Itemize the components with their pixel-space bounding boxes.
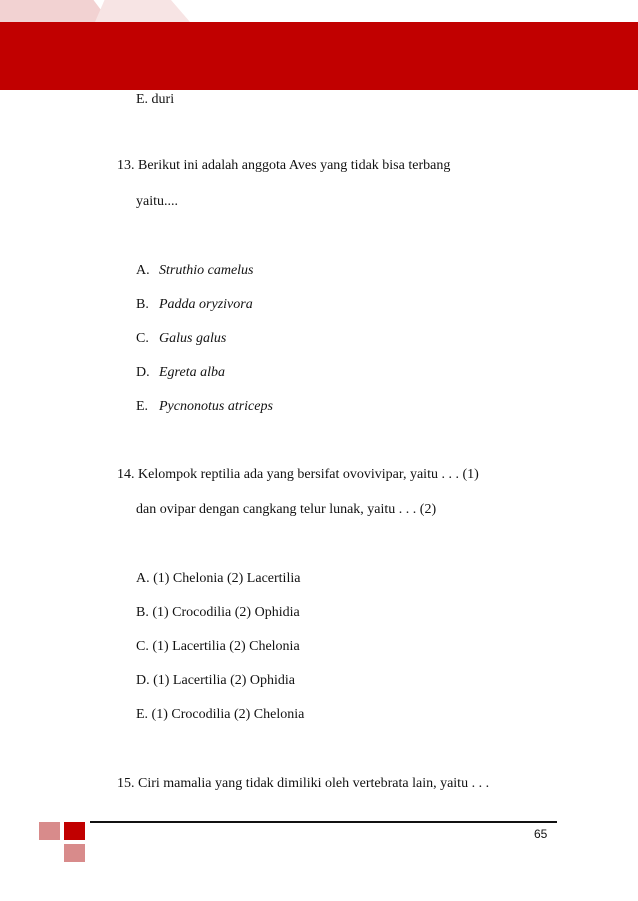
question-13 <box>117 157 450 175</box>
question-text: Ciri mamalia yang tidak dimiliki oleh vertebrata lain, yaitu . . . <box>138 776 490 791</box>
footer-square-red <box>64 822 85 840</box>
footer-square-light-lower <box>64 844 85 862</box>
option-c: C. Galus galus <box>136 331 227 346</box>
footer-square-light <box>39 822 60 840</box>
option-e: E. (1) Crocodilia (2) Chelonia <box>136 707 305 722</box>
option-d: D. (1) Lacertilia (2) Ophidia <box>136 673 295 688</box>
question-text-continued: yaitu.... <box>136 194 178 209</box>
question-text: Kelompok reptilia ada yang bersifat ovovivipar, yaitu . . . (1) <box>138 467 479 482</box>
previous-option: E. duri <box>136 92 175 107</box>
question-number: 14. <box>117 467 135 482</box>
option-a: A. Struthio camelus <box>136 263 254 278</box>
option-b: B. (1) Crocodilia (2) Ophidia <box>136 605 300 620</box>
page-number: 65 <box>534 827 548 841</box>
question-text: Berikut ini adalah anggota Aves yang tidak bisa terbang <box>138 158 451 173</box>
footer-rule <box>90 821 557 823</box>
option-c: C. (1) Lacertilia (2) Chelonia <box>136 639 300 654</box>
header-tab-light <box>0 0 110 22</box>
question-number: 15. <box>117 776 135 791</box>
option-e: E. Pycnonotus atriceps <box>136 399 273 414</box>
question-text-continued: dan ovipar dengan cangkang telur lunak, yaitu . . . (2) <box>136 502 437 517</box>
option-d: D. Egreta alba <box>136 365 225 380</box>
option-b: B. Padda oryzivora <box>136 297 253 312</box>
option-a: A. (1) Chelonia (2) Lacertilia <box>136 571 301 586</box>
question-number: 13. <box>117 158 135 173</box>
header-band <box>0 22 638 90</box>
question-15 <box>117 775 489 793</box>
question-14 <box>117 466 479 484</box>
header-tab-lighter <box>95 0 190 22</box>
